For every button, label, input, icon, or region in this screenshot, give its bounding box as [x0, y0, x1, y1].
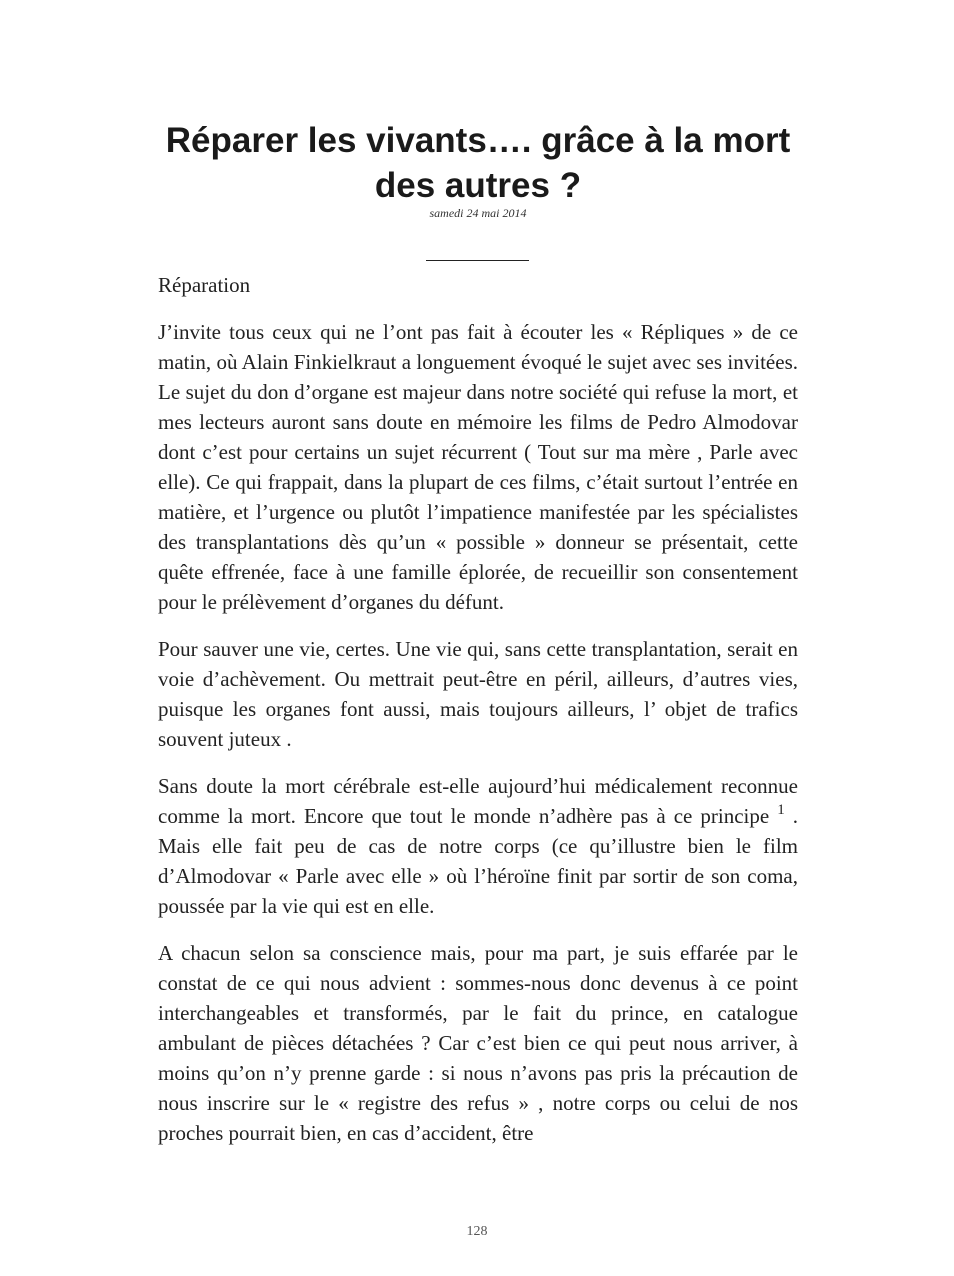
paragraph-2: Pour sauver une vie, certes. Une vie qui, sans cette transplantation, serait en voie d’achèvement. Ou mettrait peut-être en péril, ailleurs, d’autres vies, puisque les organes font aussi, mais toujours ailleurs, l’ objet de trafics souvent juteux . [158, 637, 798, 751]
paragraph-1: J’invite tous ceux qui ne l’ont pas fait à écouter les « Répliques » de ce matin, où Alain Finkielkraut a longuement évoqué le sujet avec ses invitées. Le sujet du don d’organe est majeur dans notre société qui refuse la mort, et mes lecteurs auront sans doute en mémoire les films de Pedro Almodovar dont c’est pour certains un sujet récurrent ( Tout sur ma mère , Parle avec elle). Ce qui frappait, dans la plupart de ces films, c’était surtout l’entrée en matière, et l’urgence ou plutôt l’impatience manifestée par les spécialistes des transplantations dès qu’un « possible » donneur se présentait, cette quête effrenée, face à une famille éplorée, de recueillir son consentement pour le prélèvement d’organes du défunt. [158, 320, 798, 614]
paragraph-3-text-after-note: . Mais elle fait peu de cas de notre corps (ce qu’illustre bien le film d’Almodovar « Parle avec elle » où l’héroïne finit par sortir de son coma, poussée par la vie qui est en elle. [158, 804, 798, 918]
title-separator [426, 260, 529, 261]
paragraph-3-text-before-note: Sans doute la mort cérébrale est-elle aujourd’hui médicalement reconnue comme la mort. Encore que tout le monde n’adhère pas à ce principe [158, 774, 798, 828]
page-title: Réparer les vivants…. grâce à la mort des autres ? [165, 121, 791, 205]
article-body [158, 270, 798, 1165]
section-heading: Réparation [158, 273, 251, 297]
footnote-reference[interactable]: 1 [777, 802, 785, 818]
page-number: 128 [466, 1224, 488, 1239]
publication-date: samedi 24 mai 2014 [429, 206, 527, 220]
paragraph-3 [158, 771, 798, 921]
paragraph-4: A chacun selon sa conscience mais, pour ma part, je suis effarée par le constat de ce qui nous advient : sommes-nous donc devenus à ce point interchangeables et transformés, par le fait du prince, en catalogue ambulant de pièces détachées ? Car c’est bien ce qui peut nous arriver, à moins qu’on n’y prenne garde : si nous n’avons pas pris la précaution de nous inscrire sur le « registre des refus » , notre corps ou celui de nos proches pourrait bien, en cas d’accident, être [158, 941, 798, 1145]
